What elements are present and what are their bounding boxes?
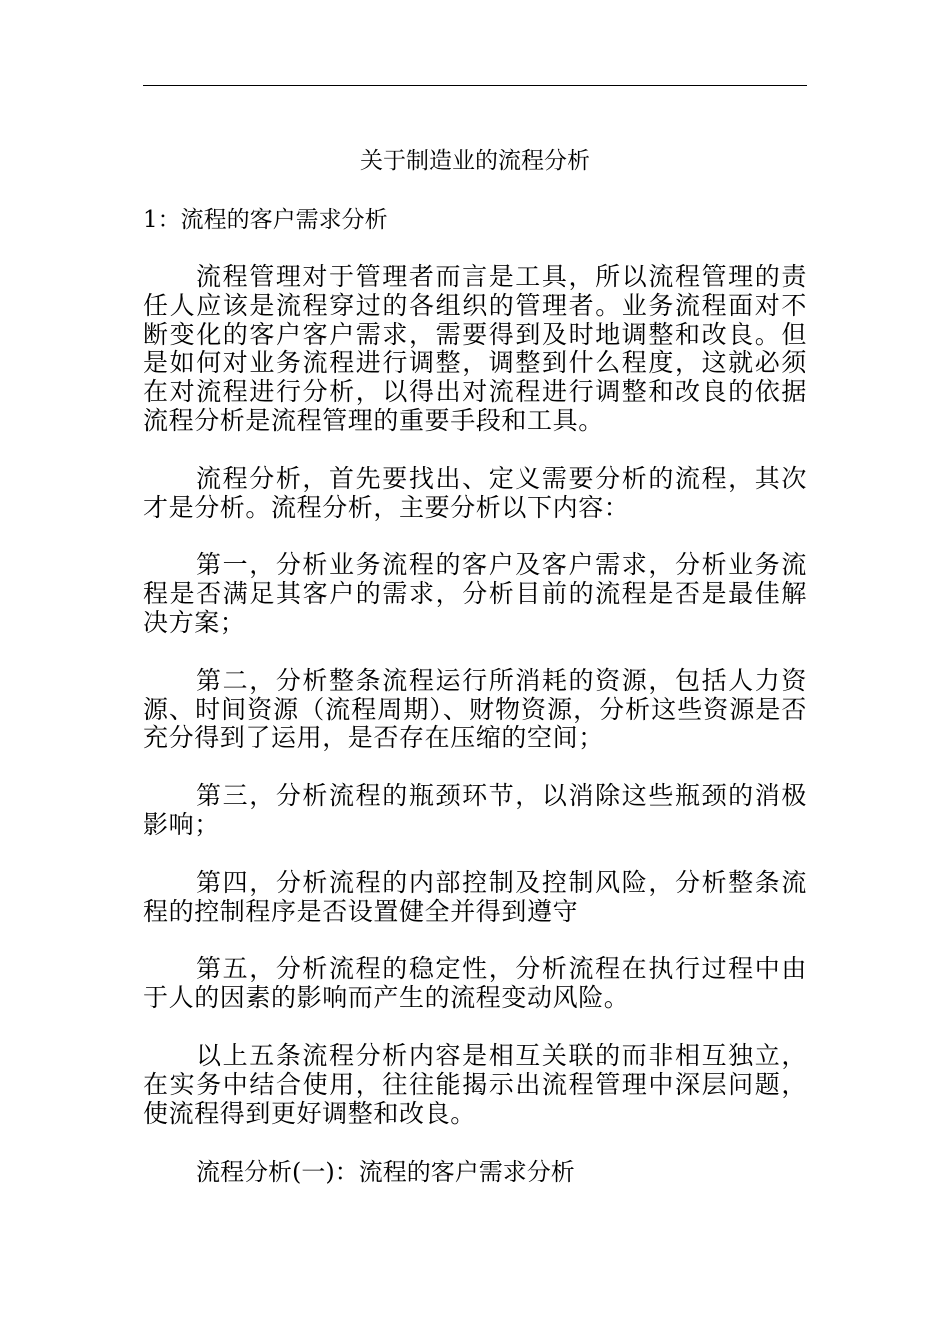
paragraph-analysis-overview: 流程分析，首先要找出、定义需要分析的流程，其次才是分析。流程分析，主要分析以下内容：	[143, 463, 807, 522]
paragraph-point-one: 第一，分析业务流程的客户及客户需求，分析业务流程是否满足其客户的需求，分析目前的流程是否是最佳解决方案；	[143, 550, 807, 637]
document-title: 关于制造业的流程分析	[360, 148, 590, 174]
paragraph-point-four: 第四，分析流程的内部控制及控制风险，分析整条流程的控制程序是否设置健全并得到遵守	[143, 867, 807, 926]
paragraph-point-three: 第三，分析流程的瓶颈环节，以消除这些瓶颈的消极影响；	[143, 781, 807, 839]
paragraph-summary: 以上五条流程分析内容是相互关联的而非相互独立，在实务中结合使用，往往能揭示出流程管理中深层问题，使流程得到更好调整和改良。	[143, 1040, 807, 1128]
paragraph-intro: 流程管理对于管理者而言是工具，所以流程管理的责任人应该是流程穿过的各组织的管理者。业务流程面对不断变化的客户客户需求，需要得到及时地调整和改良。但是如何对业务流程进行调整，调整到什么程度，这就必须在对流程进行分析，以得出对流程进行调整和改良的依据流程分析是流程管理的重要手段和工具。	[143, 262, 807, 435]
header-rule	[143, 85, 807, 86]
document-body	[143, 263, 807, 1187]
paragraph-point-two: 第二，分析整条流程运行所消耗的资源，包括人力资源、时间资源（流程周期）、财物资源，分析这些资源是否充分得到了运用，是否存在压缩的空间；	[143, 665, 807, 753]
section-heading: 1：流程的客户需求分析	[143, 207, 388, 233]
sub-heading: 流程分析(一)：流程的客户需求分析	[196, 1158, 575, 1187]
paragraph-point-five: 第五，分析流程的稳定性，分析流程在执行过程中由于人的因素的影响而产生的流程变动风险。	[143, 954, 807, 1013]
